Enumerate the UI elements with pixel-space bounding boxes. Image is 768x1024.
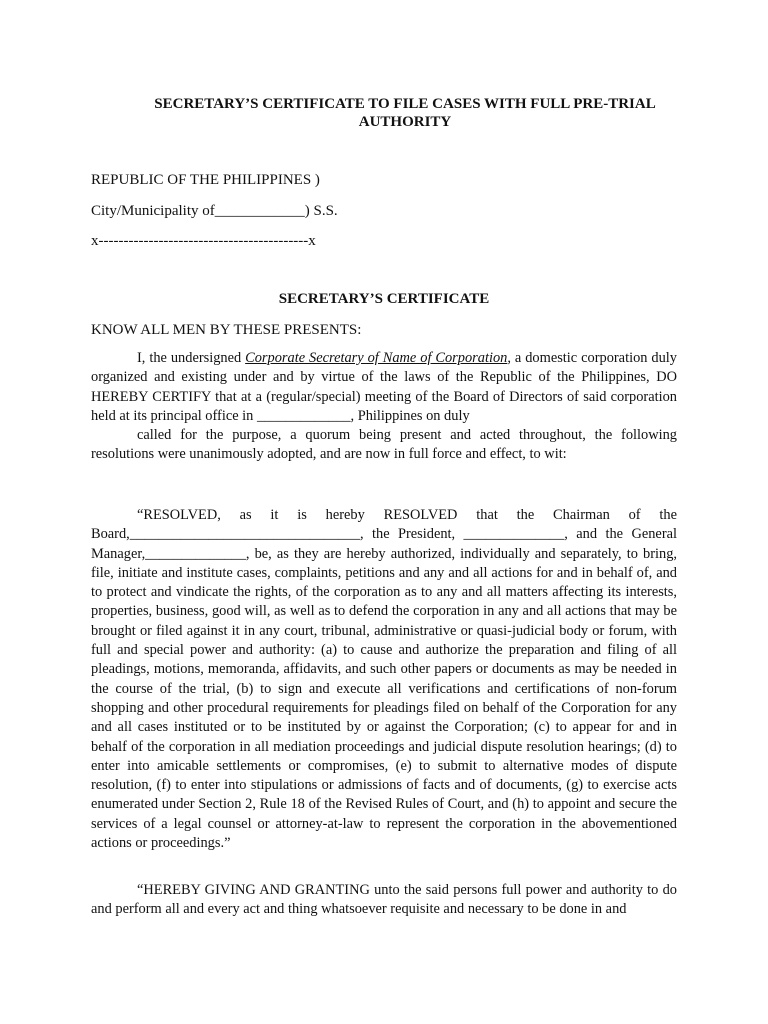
venue-city: City/Municipality of____________) S.S.	[91, 203, 338, 219]
certify-text-1: I, the undersigned	[137, 350, 246, 366]
certify-text-3: called for the purpose, a quorum being present and acted throughout, the following resolutions were unanimously adopted, and are now in full force and effect, to wit:	[91, 427, 677, 463]
title-line-1: SECRETARY’S CERTIFICATE TO FILE CASES WITH FULL PRE-TRIAL	[154, 96, 656, 112]
document-title	[140, 95, 670, 131]
resolved-text: “RESOLVED, as it is hereby RESOLVED that the Chairman of the Board,________________________________, the President, ______________, and the General Manager,______________, be, as they are hereby authorized, individually and separately, to bring, file, initiate and institute cases, complaints, petitions and any and all actions for and in behalf of, and to protect and vindicate the rights, of the corporation as to any and all matters affecting its interests, properties, business, good will, as well as to defend the corporation in any and all actions that may be brought or filed against it in any court, tribunal, administrative or quasi-judicial body or forum, with full and special power and authority: (a) to cause and authorize the preparation and filing of all pleadings, motions, memoranda, affidavits, and such other papers or documents as may be needed in the course of the trial, (b) to sign and execute all verifications and certifications of non-forum shopping and other procedural requirements for pleadings filed on behalf of the Corporation for any and all cases instituted or to be instituted by or against the Corporation; (c) to appear for and in behalf of the corporation in all mediation proceedings and judicial dispute resolution hearings; (d) to enter into amicable settlements or compromises, (e) to submit to alternative modes of dispute resolution, (f) to enter into stipulations or admissions of facts and of documents, (g) to exercise acts enumerated under Section 2, Rule 18 of the Revised Rules of Court, and (h) to appoint and secure the services of a legal counsel or attorney-at-law to represent the corporation in the abovementioned actions or proceedings.”	[91, 507, 677, 852]
certification-paragraph	[91, 349, 677, 465]
hereby-text: “HEREBY GIVING AND GRANTING unto the said persons full power and authority to do and perform all and every act and thing whatsoever requisite and necessary to be done in and	[91, 882, 677, 918]
resolved-paragraph	[91, 506, 677, 853]
know-all-men: KNOW ALL MEN BY THESE PRESENTS:	[91, 322, 362, 338]
venue-republic: REPUBLIC OF THE PHILIPPINES )	[91, 172, 320, 188]
section-title: SECRETARY’S CERTIFICATE	[278, 291, 490, 307]
title-line-2: AUTHORITY	[358, 114, 452, 130]
corporate-secretary-name: Corporate Secretary of Name of Corporation	[245, 350, 508, 366]
venue-divider: x------------------------------------------x	[91, 233, 316, 249]
hereby-paragraph	[91, 881, 677, 920]
certify-text-2: , a domestic corporation duly organized and existing under and by virtue of the laws of the Republic of the Philippines, DO HEREBY CERTIFY that at a (regular/special) meeting of the Board of Directors of said corporation held at its principal office in _____________, Philippines on duly	[91, 350, 677, 424]
